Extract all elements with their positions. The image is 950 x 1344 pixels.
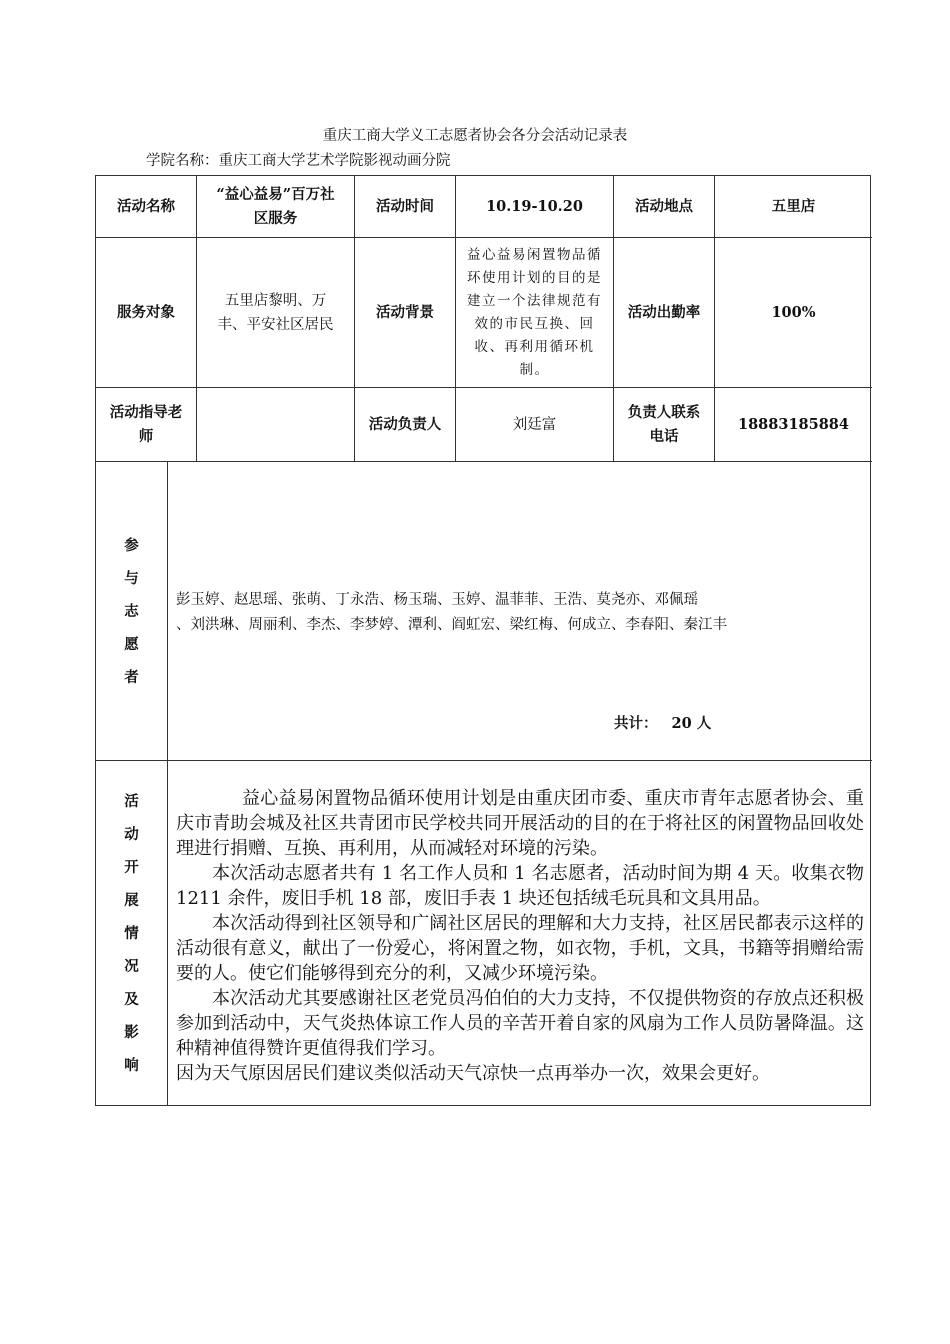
volunteers-content xyxy=(168,462,872,761)
report-paragraph: 本次活动尤其要感谢社区老党员冯伯伯的大力支持，不仅提供物资的存放点还积极参加到活动中，天气炎热体谅工作人员的辛苦开着自家的风扇为工作人员防暑降温。这种精神值得赞许更值得我们学习。 xyxy=(176,988,864,1059)
volunteers-label-char: 志 xyxy=(124,602,139,620)
activity-record-table xyxy=(95,175,871,1106)
report-paragraph: 本次活动得到社区领导和广阔社区居民的理解和大力支持，社区居民都表示这样的活动很有意义，献出了一份爱心，将闲置之物，如衣物，手机，文具，书籍等捐赠给需要的人。使它们能够得到充分的利，又减少环境污染。 xyxy=(176,913,864,984)
volunteers-label-char: 者 xyxy=(124,668,139,686)
report-label-char: 响 xyxy=(124,1057,139,1074)
volunteer-total xyxy=(614,712,711,733)
report-paragraph: 因为天气原因居民们建议类似活动天气凉快一点再举办一次，效果会更好。 xyxy=(176,1063,770,1084)
background-value: 益心益易闲置物品循环使用计划的目的是建立一个法律规范有效的市民互换、回收、再利用循环机制。 xyxy=(456,238,614,388)
college-name: 学院名称：重庆工商大学艺术学院影视动画分院 xyxy=(146,153,451,169)
service-target-label: 服务对象 xyxy=(96,238,197,388)
phone-label: 负责人联系电话 xyxy=(614,388,715,462)
attendance-value: 100% xyxy=(715,238,872,388)
volunteer-names xyxy=(176,588,866,638)
phone-value: 18883185884 xyxy=(715,388,872,462)
activity-place-value: 五里店 xyxy=(715,176,872,238)
volunteers-label xyxy=(96,462,168,761)
advisor-label: 活动指导老师 xyxy=(96,388,197,462)
activity-name-value: “益心益易”百万社区服务 xyxy=(197,176,355,238)
activity-time-label: 活动时间 xyxy=(355,176,456,238)
service-target-value: 五里店黎明、万丰、平安社区居民 xyxy=(197,238,355,388)
report-paragraph: 益心益易闲置物品循环使用计划是由重庆团市委、重庆市青年志愿者协会、重庆市青助会城及社区共青团市民学校共同开展活动的目的在于将社区的闲置物品回收处理进行捐赠、互换、再利用，从而减轻对环境的污染。 xyxy=(176,788,864,859)
leader-value: 刘廷富 xyxy=(456,388,614,462)
advisor-value xyxy=(197,388,355,462)
activity-name-label: 活动名称 xyxy=(96,176,197,238)
report-label-char: 展 xyxy=(124,892,139,909)
volunteers-label-char: 愿 xyxy=(124,635,139,653)
background-label: 活动背景 xyxy=(355,238,456,388)
report-label-char: 及 xyxy=(124,991,139,1008)
report-label-char: 情 xyxy=(124,925,139,942)
report-label-char: 活 xyxy=(124,793,139,810)
report-label-char: 况 xyxy=(124,958,139,975)
volunteer-total-value: 20 人 xyxy=(671,715,712,732)
report-label-char: 影 xyxy=(124,1024,139,1041)
volunteer-total-label: 共计： xyxy=(614,715,658,732)
attendance-label: 活动出勤率 xyxy=(614,238,715,388)
leader-label: 活动负责人 xyxy=(355,388,456,462)
volunteer-names-line: 、刘洪琳、周丽利、李杰、李梦婷、潭利、阎虹宏、梁红梅、何成立、李春阳、秦江丰 xyxy=(176,617,727,633)
report-label-char: 开 xyxy=(124,859,139,876)
volunteers-label-char: 参 xyxy=(124,536,139,554)
report-content xyxy=(168,786,872,1096)
report-label-char: 动 xyxy=(124,826,139,843)
volunteers-label-char: 与 xyxy=(124,569,139,587)
report-paragraph: 本次活动志愿者共有 1 名工作人员和 1 名志愿者，活动时间为期 4 天。收集衣物 1211 余件，废旧手机 18 部，废旧手表 1 块还包括绒毛玩具和文具用品。 xyxy=(176,863,864,909)
report-label xyxy=(96,761,168,1106)
activity-place-label: 活动地点 xyxy=(614,176,715,238)
activity-time-value: 10.19-10.20 xyxy=(456,176,614,238)
document-title: 重庆工商大学义工志愿者协会各分会活动记录表 xyxy=(322,128,628,144)
volunteer-names-line: 彭玉婷、赵思瑶、张萌、丁永浩、杨玉瑞、玉婷、温菲菲、王浩、莫尧亦、邓佩瑶 xyxy=(176,592,698,608)
